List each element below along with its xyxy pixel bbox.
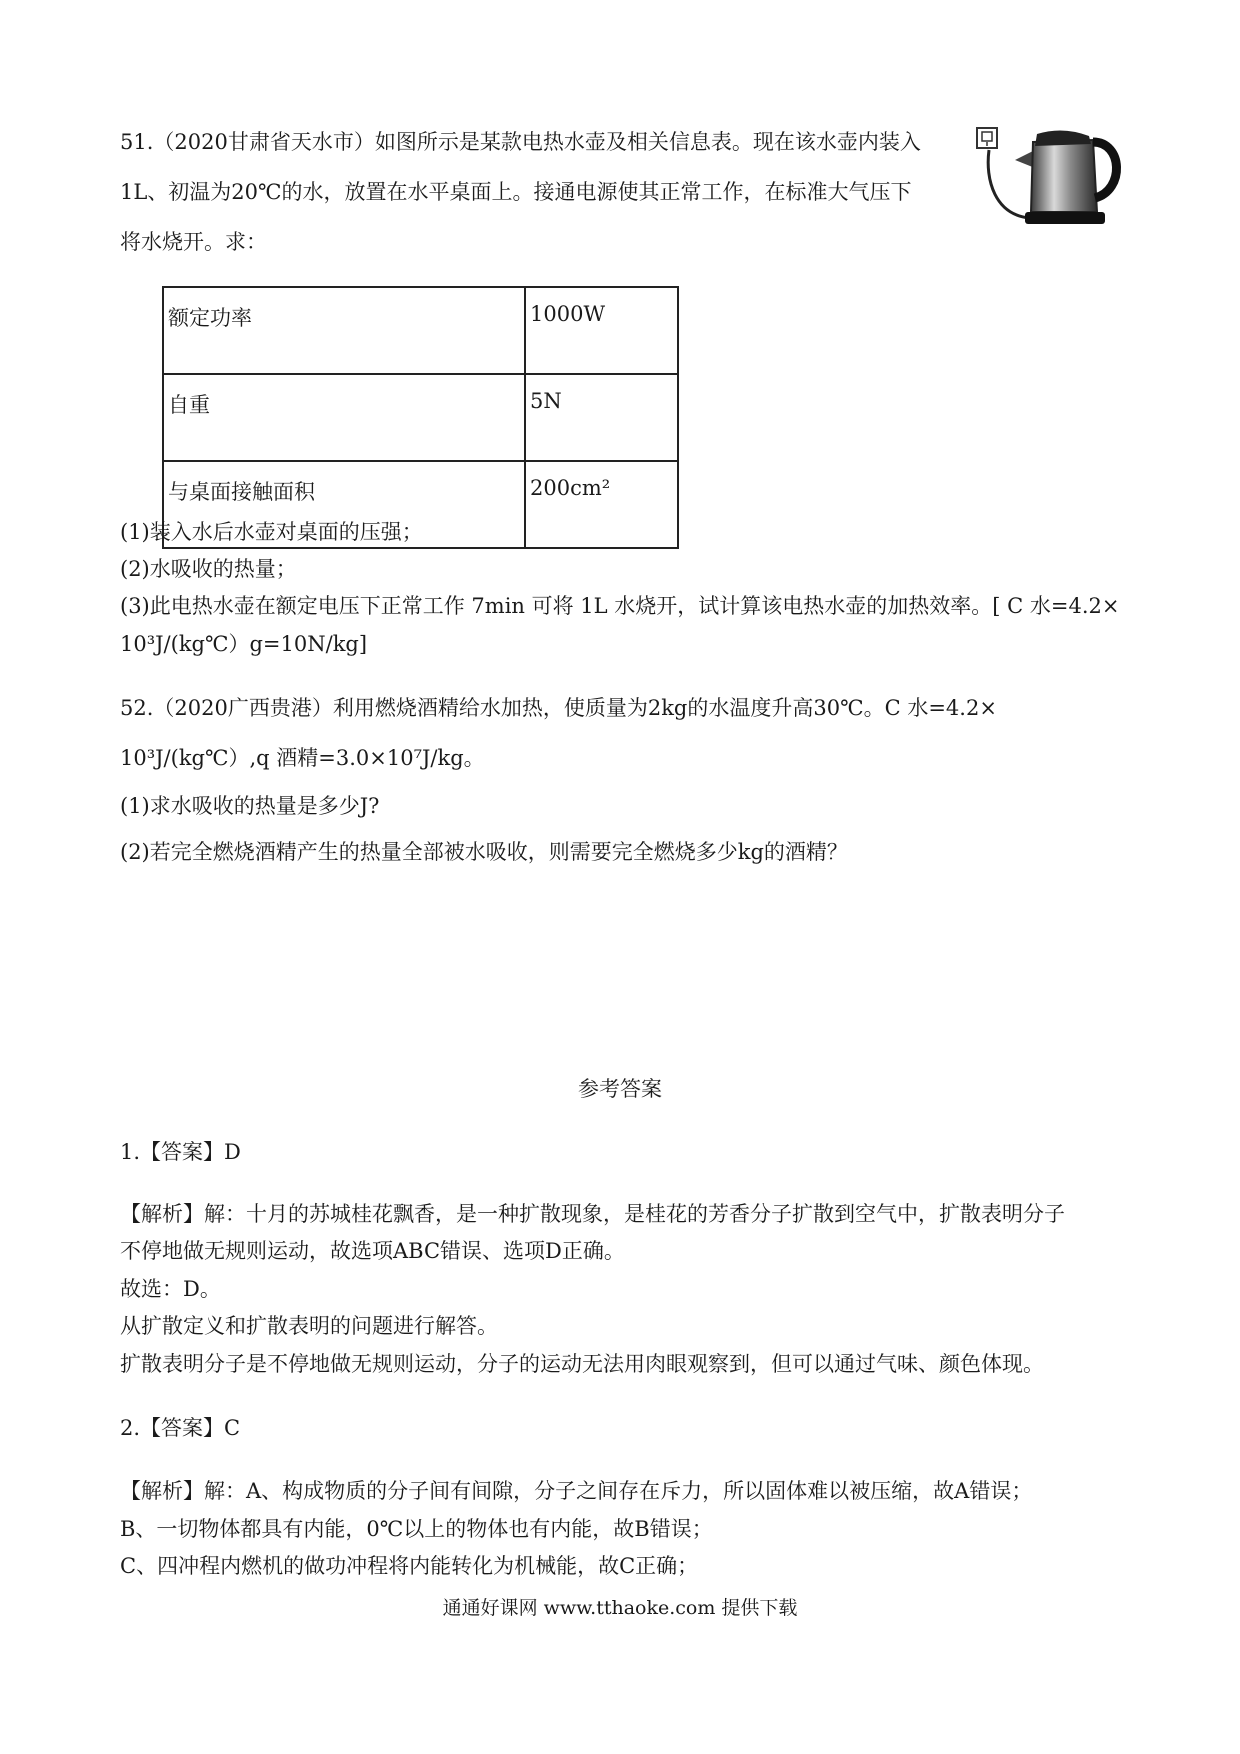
answers-title: 参考答案 (578, 1077, 662, 1101)
explanation-1-line: 故选：D。 (120, 1277, 221, 1301)
spec-table (162, 286, 679, 549)
answer-1: 1.【答案】D (120, 1140, 241, 1164)
q51-line1: 51.（2020甘肃省天水市）如图所示是某款电热水壶及相关信息表。现在该水壶内装入 (120, 130, 921, 154)
q52-sub1: (1)求水吸收的热量是多少J? (120, 794, 380, 818)
explanation-1-line: 【解析】解：十月的苏城桂花飘香，是一种扩散现象，是桂花的芳香分子扩散到空气中，扩散表明分子 (120, 1202, 1065, 1226)
explanation-1-line: 从扩散定义和扩散表明的问题进行解答。 (120, 1314, 498, 1338)
q52-sub2: (2)若完全燃烧酒精产生的热量全部被水吸收，则需要完全燃烧多少kg的酒精？ (120, 840, 848, 864)
table-cell: 自重 (163, 374, 525, 461)
q52-line2: 10³J/(kg℃）,q 酒精=3.0×10⁷J/kg。 (120, 746, 485, 770)
q51-sub2: (2)水吸收的热量； (120, 557, 297, 581)
explanation-2-line: C、四冲程内燃机的做功冲程将内能转化为机械能，故C正确； (120, 1554, 699, 1578)
table-cell: 额定功率 (163, 287, 525, 374)
explanation-1-line: 不停地做无规则运动，故选项ABC错误、选项D正确。 (120, 1239, 625, 1263)
q51-line2: 1L、初温为20℃的水，放置在水平桌面上。接通电源使其正常工作，在标准大气压下 (120, 180, 912, 204)
footer-source: 通通好课网 www.tthaoke.com 提供下载 (442, 1597, 798, 1619)
explanation-1-line: 扩散表明分子是不停地做无规则运动，分子的运动无法用肉眼观察到，但可以通过气味、颜色体现。 (120, 1352, 1044, 1376)
table-cell: 1000W (525, 287, 678, 374)
table-row (163, 374, 678, 461)
table-cell: 与桌面接触面积 (163, 461, 525, 548)
q51-sub3-cont: 10³J/(kg℃）g=10N/kg] (120, 632, 368, 656)
answer-2: 2.【答案】C (120, 1416, 241, 1440)
explanation-2-line: 【解析】解：A、构成物质的分子间有间隙，分子之间存在斥力，所以固体难以被压缩，故A错误； (120, 1479, 1033, 1503)
q51-sub3: (3)此电热水壶在额定电压下正常工作 7min 可将 1L 水烧开，试计算该电热水壶的加热效率。[ C 水=4.2× (120, 594, 1120, 618)
q51-sub1: (1)装入水后水壶对桌面的压强； (120, 520, 423, 544)
kettle-image (975, 120, 1125, 232)
table-row (163, 287, 678, 374)
table-cell: 5N (525, 374, 678, 461)
table-cell: 200cm² (525, 461, 678, 548)
explanation-2-line: B、一切物体都具有内能，0℃以上的物体也有内能，故B错误； (120, 1517, 713, 1541)
q52-line1: 52.（2020广西贵港）利用燃烧酒精给水加热，使质量为2kg的水温度升高30℃。C 水=4.2× (120, 696, 997, 720)
q51-line3: 将水烧开。求： (120, 230, 267, 254)
